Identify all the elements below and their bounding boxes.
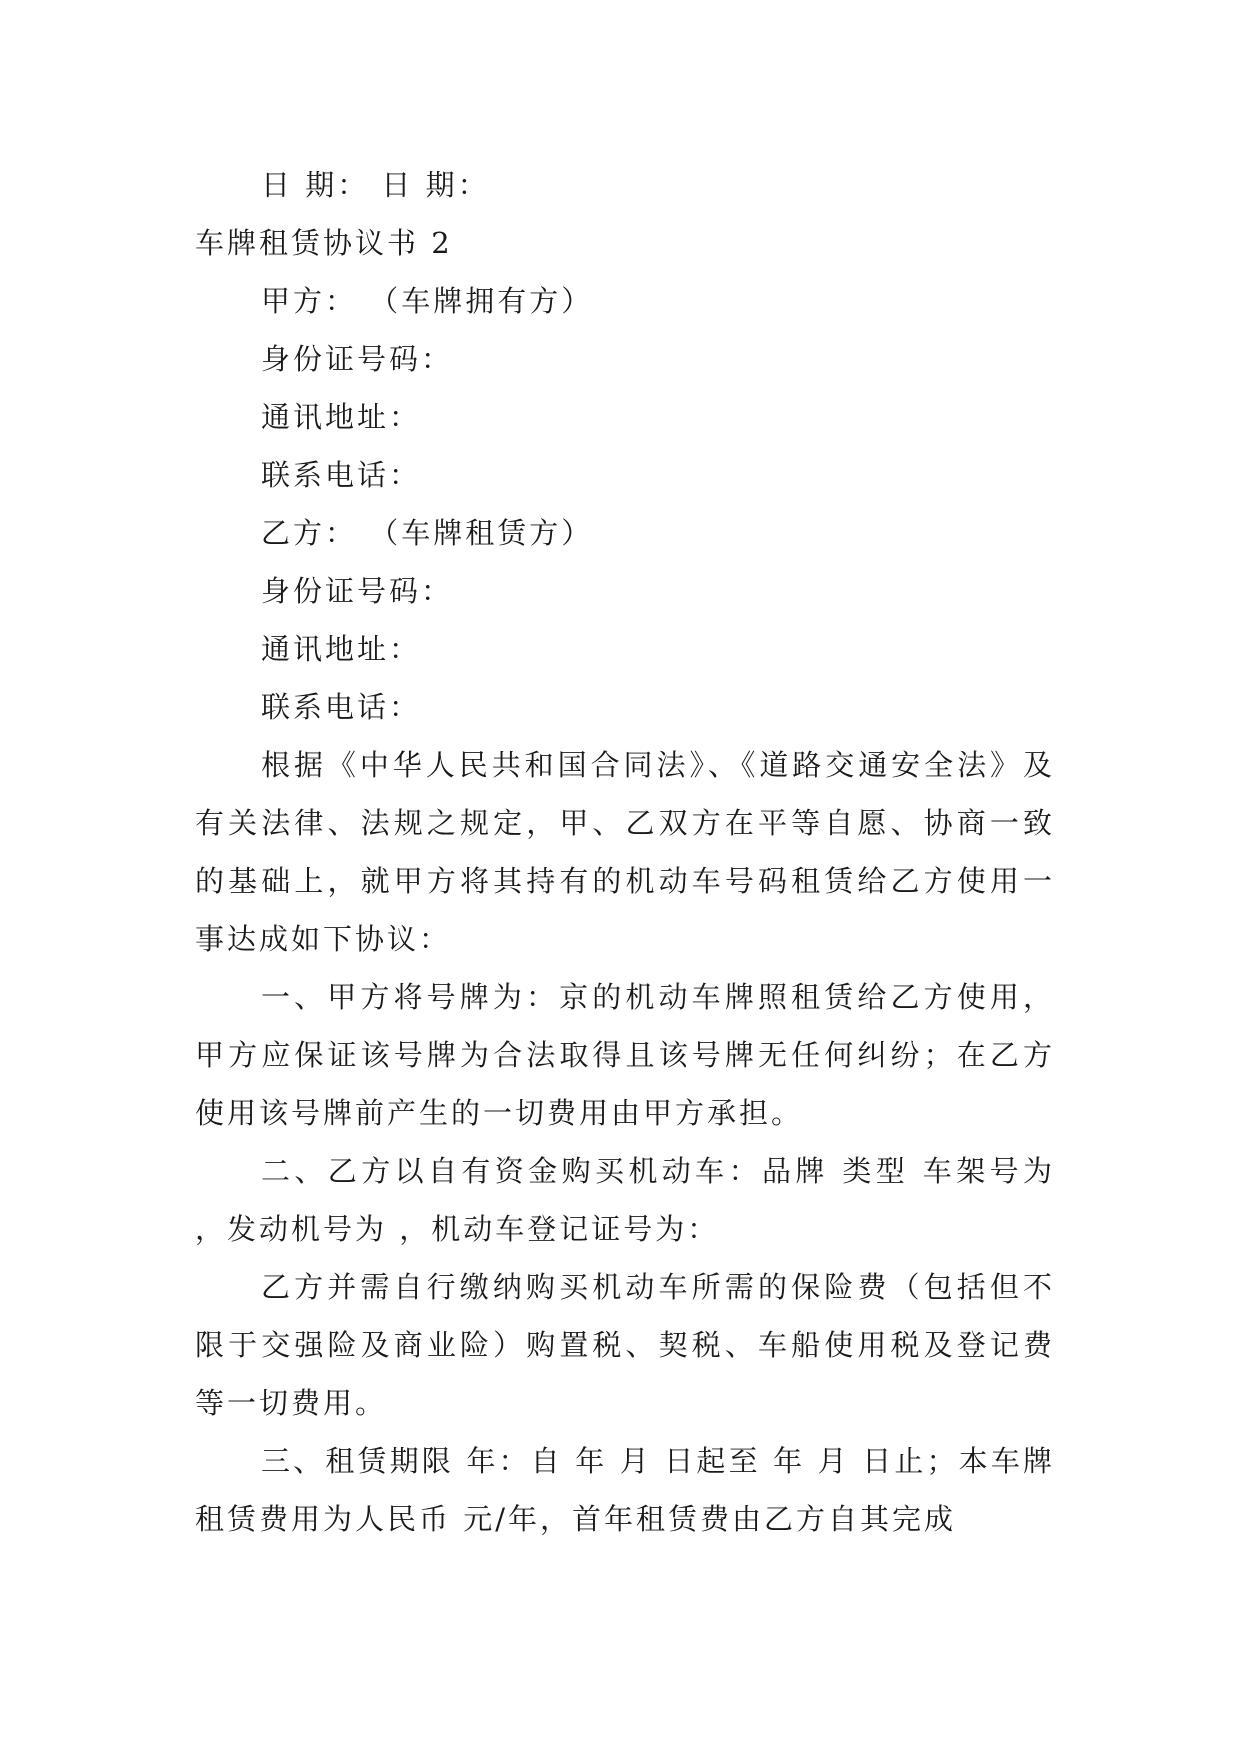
party-a-phone: 联系电话： xyxy=(261,458,422,492)
paragraph-preamble: 根据《中华人民共和国合同法》、《道路交通安全法》及有关法律、法规之规定，甲、乙双方在平等自愿、协商一致的基础上，就甲方将其持有的机动车号码租赁给乙方使用一事达成如下协议： xyxy=(195,748,1055,956)
date-line: 日 期： 日 期： xyxy=(261,168,490,202)
paragraph-clause-2: 二、乙方以自有资金购买机动车：品牌 类型 车架号为 ，发动机号为 ，机动车登记证号为： xyxy=(195,1154,1055,1246)
paragraph-clause-1: 一、甲方将号牌为：京的机动车牌照租赁给乙方使用，甲方应保证该号牌为合法取得且该号牌无任何纠纷；在乙方使用该号牌前产生的一切费用由甲方承担。 xyxy=(195,980,1055,1130)
document-title: 车牌租赁协议书 2 xyxy=(195,226,453,260)
document-body xyxy=(195,156,1055,1548)
party-a-label: 甲方： （车牌拥有方） xyxy=(261,284,594,318)
party-b-phone: 联系电话： xyxy=(261,690,422,724)
paragraph-clause-2-fees: 乙方并需自行缴纳购买机动车所需的保险费（包括但不限于交强险及商业险）购置税、契税、车船使用税及登记费等一切费用。 xyxy=(195,1270,1055,1420)
party-b-id-number: 身份证号码： xyxy=(261,574,454,608)
party-a-address: 通讯地址： xyxy=(261,400,422,434)
party-b-address: 通讯地址： xyxy=(261,632,422,666)
paragraph-clause-3: 三、租赁期限 年：自 年 月 日起至 年 月 日止；本车牌租赁费用为人民币 元/年，首年租赁费由乙方自其完成 xyxy=(195,1444,1055,1536)
party-a-id-number: 身份证号码： xyxy=(261,342,454,376)
party-b-label: 乙方： （车牌租赁方） xyxy=(261,516,594,550)
